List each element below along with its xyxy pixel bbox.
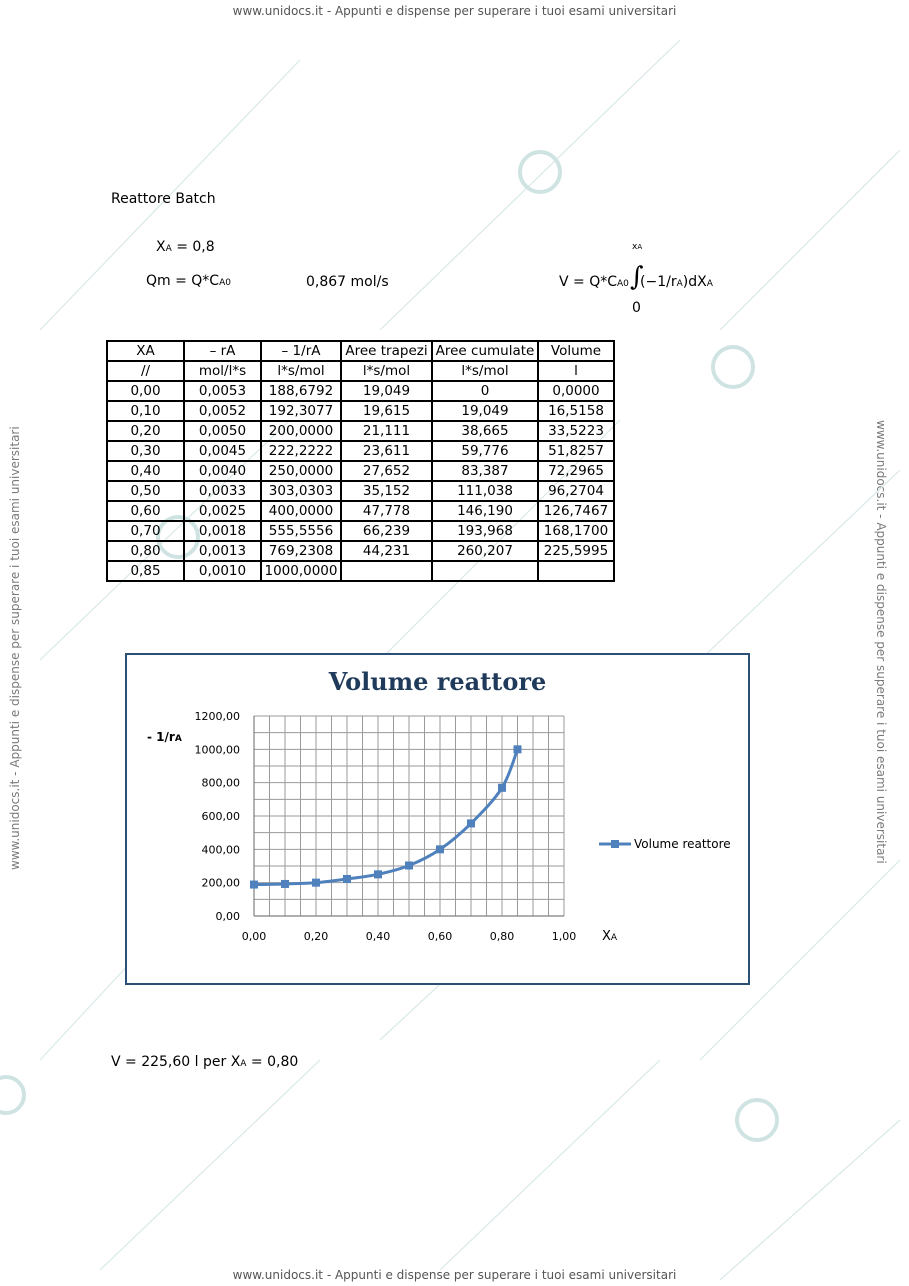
x-tick-label: 1,00 [551, 930, 577, 943]
table-cell: 193,968 [432, 521, 538, 541]
table-cell: 0,50 [107, 481, 184, 501]
table-cell: 19,615 [341, 401, 432, 421]
table-cell: 83,387 [432, 461, 538, 481]
table-cell: 0,85 [107, 561, 184, 581]
table-cell: 0,60 [107, 501, 184, 521]
y-tick-label: 0,00 [215, 910, 240, 923]
table-cell: 0,0033 [184, 481, 261, 501]
table-header-row [107, 341, 614, 361]
table-row [107, 501, 614, 521]
table-cell: 0,0050 [184, 421, 261, 441]
table-cell: 44,231 [341, 541, 432, 561]
table-cell: 33,5223 [538, 421, 614, 441]
table-cell: 0,0000 [538, 381, 614, 401]
table-row [107, 561, 614, 581]
table-cell: 59,776 [432, 441, 538, 461]
table-cell: 47,778 [341, 501, 432, 521]
table-cell: 0 [432, 381, 538, 401]
table-cell: 126,7467 [538, 501, 614, 521]
data-point-marker [374, 870, 382, 878]
table-cell: 16,5158 [538, 401, 614, 421]
footer-watermark: www.unidocs.it - Appunti e dispense per superare i tuoi esami universitari [232, 1268, 677, 1282]
data-point-marker [514, 745, 522, 753]
table-cell: 0,0018 [184, 521, 261, 541]
table-cell: 19,049 [432, 401, 538, 421]
table-cell [432, 561, 538, 581]
table-cell: 0,0052 [184, 401, 261, 421]
integral-sign: ∫ [630, 262, 644, 292]
y-tick-label: 400,00 [201, 843, 240, 857]
y-tick-label: 800,00 [201, 776, 240, 790]
table-cell: – 1/rA [261, 341, 341, 361]
table-cell [341, 561, 432, 581]
table-cell: 72,2965 [538, 461, 614, 481]
table-cell: 21,111 [341, 421, 432, 441]
chart-area [125, 653, 750, 985]
table-cell: 111,038 [432, 481, 538, 501]
table-cell: 188,6792 [261, 381, 341, 401]
data-point-marker [436, 845, 444, 853]
right-side-watermark: www.unidocs.it - Appunti e dispense per superare i tuoi esami universitari [874, 420, 888, 864]
data-point-marker [312, 879, 320, 887]
table-cell: Aree cumulate [432, 341, 538, 361]
y-axis-label-sub: A [174, 734, 182, 744]
table-cell: 260,207 [432, 541, 538, 561]
table-cell: 0,0010 [184, 561, 261, 581]
result-text: V = 225,60 l per XA = 0,80 [111, 1054, 299, 1070]
table-row [107, 421, 614, 441]
table-cell: 303,0303 [261, 481, 341, 501]
integral-upper-limit: xA [632, 242, 643, 252]
table-cell: 0,40 [107, 461, 184, 481]
table-cell: 0,70 [107, 521, 184, 541]
table-cell: 38,665 [432, 421, 538, 441]
data-point-marker [343, 875, 351, 883]
section-title: Reattore Batch [111, 191, 216, 207]
data-point-marker [405, 861, 413, 869]
y-tick-label: 200,00 [201, 876, 240, 890]
legend-label: Volume reattore [634, 837, 731, 851]
x-tick-label: 0,80 [489, 930, 515, 943]
table-cell: l*s/mol [261, 361, 341, 381]
x-tick-label: 0,20 [303, 930, 329, 943]
table-cell: XA [107, 341, 184, 361]
series-line [254, 749, 518, 884]
table-cell: 96,2704 [538, 481, 614, 501]
integrand: (−1/rA)dXA [640, 274, 713, 290]
table-cell: 168,1700 [538, 521, 614, 541]
chart-title: Volume reattore [328, 667, 547, 696]
x-tick-label: 0,40 [365, 930, 391, 943]
data-point-marker [250, 881, 258, 889]
legend-marker [611, 840, 619, 848]
table-cell: // [107, 361, 184, 381]
y-axis-label: - 1/rA [147, 730, 182, 744]
table-row [107, 461, 614, 481]
table-cell: 0,30 [107, 441, 184, 461]
table-cell: – rA [184, 341, 261, 361]
table-cell: 225,5995 [538, 541, 614, 561]
x-tick-label: 0,00 [241, 930, 267, 943]
chart-svg [127, 655, 748, 983]
table-cell: 0,0013 [184, 541, 261, 561]
table-row [107, 521, 614, 541]
y-tick-label: 1200,00 [194, 710, 240, 723]
table-cell: l*s/mol [432, 361, 538, 381]
table-cell: 200,0000 [261, 421, 341, 441]
integral-lower-limit: 0 [632, 300, 641, 316]
table-row [107, 481, 614, 501]
table-row [107, 401, 614, 421]
table-row [107, 381, 614, 401]
table-cell: 0,0025 [184, 501, 261, 521]
table-cell: 192,3077 [261, 401, 341, 421]
table-cell: 27,652 [341, 461, 432, 481]
table-cell: 400,0000 [261, 501, 341, 521]
table-cell: mol/l*s [184, 361, 261, 381]
table-cell: 769,2308 [261, 541, 341, 561]
table-row [107, 441, 614, 461]
table-row [107, 541, 614, 561]
y-tick-label: 1000,00 [194, 743, 240, 757]
y-tick-label: 600,00 [201, 810, 240, 823]
volume-formula: V = Q*CA0 [559, 274, 629, 290]
table-cell: 23,611 [341, 441, 432, 461]
qm-formula: Qm = Q*CA0 [146, 273, 231, 289]
table-cell: 1000,0000 [261, 561, 341, 581]
data-point-marker [467, 819, 475, 827]
table-cell: Aree trapezi [341, 341, 432, 361]
table-cell: 0,0045 [184, 441, 261, 461]
table-cell: 0,0053 [184, 381, 261, 401]
table-cell: 35,152 [341, 481, 432, 501]
left-side-watermark: www.unidocs.it - Appunti e dispense per superare i tuoi esami universitari [8, 426, 22, 870]
table-cell: l [538, 361, 614, 381]
table-cell: 222,2222 [261, 441, 341, 461]
table-cell: 19,049 [341, 381, 432, 401]
table-units-row [107, 361, 614, 381]
x-tick-label: 0,60 [427, 930, 453, 943]
table-cell: 0,0040 [184, 461, 261, 481]
table-cell: Volume [538, 341, 614, 361]
data-point-marker [498, 784, 506, 792]
table-cell: 0,10 [107, 401, 184, 421]
table-cell: 555,5556 [261, 521, 341, 541]
table-cell: 51,8257 [538, 441, 614, 461]
data-table [106, 340, 615, 582]
table-cell: 0,80 [107, 541, 184, 561]
x-axis-label-sub: A [610, 933, 618, 943]
table-cell: 146,190 [432, 501, 538, 521]
table-cell [538, 561, 614, 581]
header-watermark: www.unidocs.it - Appunti e dispense per superare i tuoi esami universitari [232, 4, 677, 18]
table-cell: l*s/mol [341, 361, 432, 381]
qm-value: 0,867 mol/s [306, 274, 389, 290]
table-cell: 250,0000 [261, 461, 341, 481]
table-cell: 0,20 [107, 421, 184, 441]
table-cell: 66,239 [341, 521, 432, 541]
x-axis-label: XA [602, 929, 618, 944]
data-point-marker [281, 880, 289, 888]
table-cell: 0,00 [107, 381, 184, 401]
xa-parameter: XA = 0,8 [156, 239, 215, 255]
